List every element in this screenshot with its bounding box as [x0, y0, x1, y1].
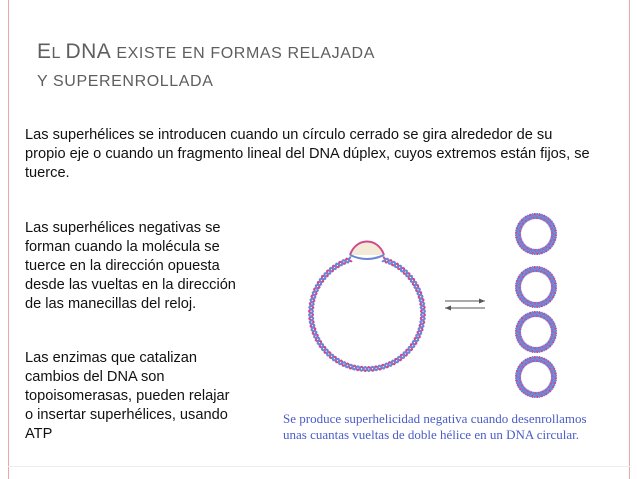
title-word-el: L — [51, 45, 66, 62]
bottom-border-line — [8, 466, 630, 467]
intro-paragraph: Las superhélices se introducen cuando un círculo cerrado se gira alrededor de su propio eje o cuando un fragmento lineal del DNA dúplex, cuyos extremos están fijos, se tuerce. — [25, 127, 590, 181]
supercoiled-dna — [516, 214, 556, 397]
relaxed-circular-dna — [309, 242, 425, 372]
title-word-dna: DNA — [65, 40, 112, 63]
topoisomerase-paragraph: Las enzimas que catalizan cambios del DNA son topoisomerasas, pueden relajar o insertar superhélices, usando ATP — [25, 350, 230, 442]
figure-caption: Se produce superhelicidad negativa cuando desenrollamos unas cuantas vueltas de doble hélice en un DNA circular. — [283, 411, 587, 442]
title-rest-line1: EXISTE EN FORMAS RELAJADA — [111, 45, 375, 62]
title-initial-e: E — [37, 40, 52, 63]
left-border-line — [8, 0, 9, 479]
negative-supercoil-paragraph: Las superhélices negativas se forman cuando la molécula se tuerce en la dirección opuesta desde las vueltas en la dirección de las manecillas del reloj. — [25, 220, 236, 312]
slide-title — [37, 38, 597, 96]
right-border-line — [629, 0, 630, 479]
title-line-1 — [37, 38, 597, 68]
title-line-2: Y SUPERENROLLADA — [37, 73, 214, 90]
equilibrium-arrows — [445, 299, 485, 311]
